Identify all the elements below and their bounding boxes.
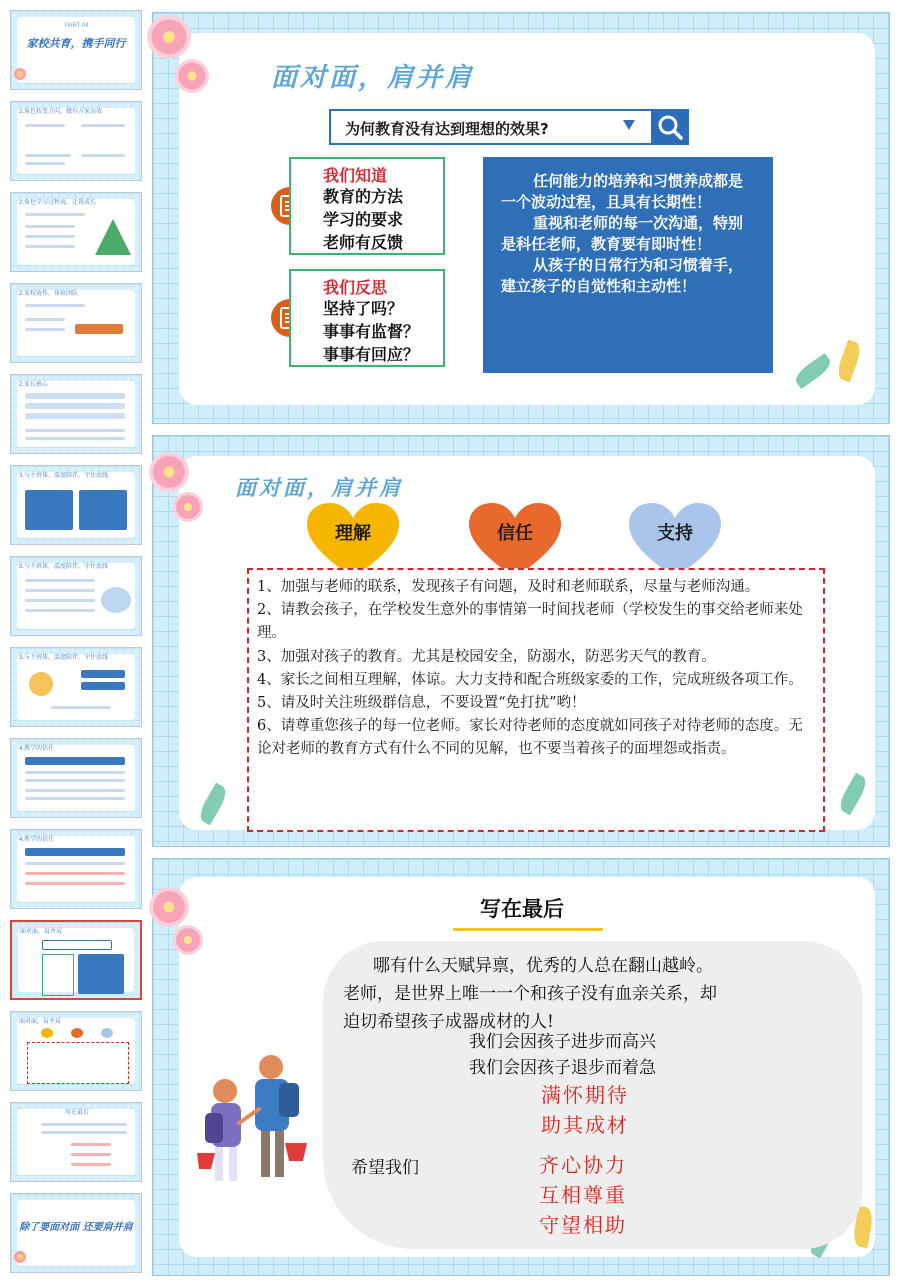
we-reflect-item: 事事有监督？	[323, 322, 420, 341]
list-item: 3、加强对孩子的教育。尤其是校园安全，防溺水，防恶劣天气的教育。	[257, 648, 716, 665]
slide-thumbnail-7[interactable]: 3.与主班体，温度陪伴，守住底线	[10, 556, 142, 636]
explanation-paragraph: 从孩子的日常行为和习惯着手，建立孩子的自觉性和主动性！	[501, 256, 744, 295]
slide-closing	[152, 858, 890, 1276]
heart-label: 理解	[335, 523, 371, 544]
slide-thumbnail-14[interactable]: 除了要面对面 还要肩并肩	[10, 1193, 142, 1273]
search-button[interactable]	[651, 109, 689, 145]
heart-label: 信任	[497, 523, 533, 544]
highlight-text: 互相尊重	[539, 1183, 627, 1207]
we-know-item: 学习的要求	[323, 210, 404, 229]
search-icon	[651, 109, 689, 145]
slide-face-to-face	[152, 12, 890, 424]
closing-line-1: 哪有什么天赋异禀，优秀的人总在翻山越岭。	[373, 956, 713, 976]
we-know-item: 老师有反馈	[323, 233, 404, 252]
explanation-paragraph: 任何能力的培养和习惯养成都是一个波动过程，且具有长期性！	[501, 172, 744, 211]
slide-thumbnail-5[interactable]: 2.家长核心	[10, 374, 142, 454]
list-item: 1、加强与老师的联系，发现孩子有问题，及时和老师联系，尽量与老师沟通。	[257, 579, 760, 595]
advice-list	[247, 568, 825, 832]
question-search-bar[interactable]	[329, 109, 689, 145]
children-walking-illustration	[185, 1043, 315, 1203]
closing-line-2: 老师，是世界上唯一一个和孩子没有血亲关系，却	[343, 984, 717, 1004]
slide-face-to-face-list	[152, 435, 890, 847]
slide-thumbnail-1[interactable]: PART 04 家校共育，携手同行	[10, 10, 142, 90]
we-reflect-item: 事事有回应？	[323, 345, 420, 364]
explanation-panel	[483, 157, 773, 373]
highlight-text: 齐心协力	[539, 1153, 627, 1177]
list-item: 6、请尊重您孩子的每一位老师。家长对待老师的态度就如同孩子对待老师的态度。无论对老师的教育方式有什么不同的见解，也不要当着孩子的面埋怨或指责。	[257, 718, 803, 758]
highlight-text: 助其成材	[541, 1113, 629, 1137]
we-reflect-box	[289, 269, 445, 367]
flower-icon	[149, 452, 189, 492]
flower-icon	[175, 59, 209, 93]
flower-icon	[147, 15, 191, 59]
slide-title: 写在最后	[480, 897, 564, 921]
flower-icon	[173, 492, 203, 522]
closing-line-4: 我们会因孩子进步而高兴	[469, 1032, 656, 1052]
slide-thumbnail-11[interactable]: 面对面，肩并肩	[10, 920, 142, 1000]
highlight-text: 守望相助	[539, 1213, 627, 1237]
slide-thumbnail-4[interactable]: 2.家校协作，体验团队	[10, 283, 142, 363]
list-item: 4、家长之间相互理解，体谅。大力支持和配合班级家委的工作，完成班级各项工作。	[257, 671, 803, 688]
heart-label: 支持	[657, 523, 693, 544]
slide-thumbnail-8[interactable]: 3.与主班体，温度陪伴，守住底线	[10, 647, 142, 727]
highlight-text: 满怀期待	[541, 1083, 629, 1107]
dropdown-arrow-icon[interactable]	[623, 120, 635, 130]
slide-thumbnail-13[interactable]: 写在最后	[10, 1102, 142, 1182]
list-item: 2、请教会孩子，在学校发生意外的事情第一时间找老师（学校发生的事交给老师来处理。	[257, 602, 803, 642]
question-text: 为何教育没有达到理想的效果?	[345, 120, 549, 138]
closing-line-3: 迫切希望孩子成器成材的人!	[343, 1012, 554, 1032]
explanation-paragraph: 重视和老师的每一次沟通，特别是科任老师，教育要有即时性！	[501, 214, 744, 253]
closing-line-5: 我们会因孩子退步而着急	[469, 1058, 656, 1078]
flower-icon	[173, 925, 203, 955]
list-item: 5、请及时关注班级群信息，不要设置“免打扰”哟！	[257, 695, 586, 712]
we-know-item: 教育的方法	[323, 187, 404, 206]
slide-thumbnail-10[interactable]: 4.教学的信任	[10, 829, 142, 909]
we-reflect-heading: 我们反思	[323, 278, 388, 297]
title-underline	[453, 928, 603, 931]
we-know-heading: 我们知道	[323, 166, 388, 185]
slide-thumbnail-9[interactable]: 4.教学的信任	[10, 738, 142, 818]
slide-thumbnail-panel	[0, 0, 150, 1286]
slide-title: 面对面，肩并肩	[235, 476, 403, 500]
we-know-box	[289, 157, 445, 255]
closing-hope-label: 希望我们	[351, 1158, 419, 1178]
slide-thumbnail-3[interactable]: 2.角色学习过程表，让我成长	[10, 192, 142, 272]
we-reflect-item: 坚持了吗？	[323, 299, 404, 318]
slide-thumbnail-12[interactable]: 面对面，肩并肩	[10, 1011, 142, 1091]
slide-thumbnail-6[interactable]: 3.与主班体，温度陪伴，守住底线	[10, 465, 142, 545]
slide-title: 面对面，肩并肩	[271, 63, 475, 93]
slide-thumbnail-2[interactable]: 2.角色转变方向，做有方案高效	[10, 101, 142, 181]
